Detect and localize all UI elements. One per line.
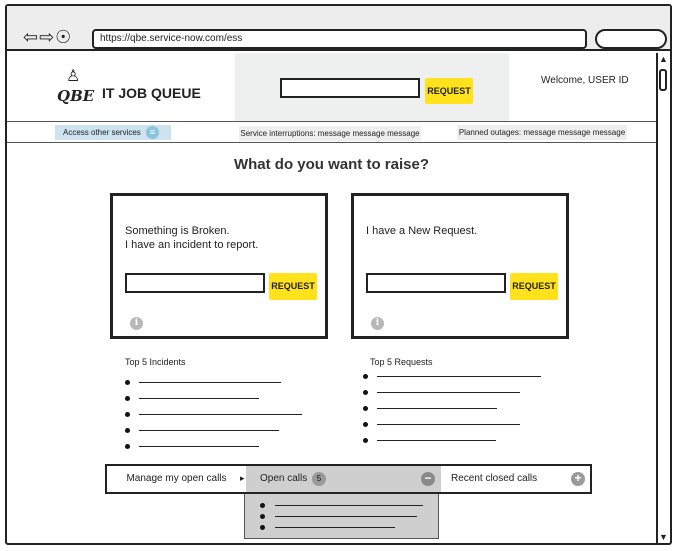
- browser-chrome: [7, 6, 670, 51]
- vertical-scrollbar[interactable]: [656, 53, 668, 543]
- address-bar[interactable]: https://qbe.service-now.com/ess: [92, 29, 587, 49]
- welcome-text: Welcome, USER ID: [541, 75, 629, 86]
- info-icon[interactable]: i: [130, 317, 143, 330]
- header-search-area: [235, 53, 509, 121]
- bullet-icon: [125, 444, 130, 449]
- new-request-card-text: [366, 224, 477, 238]
- menu-icon: ≡: [146, 126, 159, 139]
- top5-incidents-list: [125, 377, 325, 457]
- placeholder-line: [139, 430, 279, 431]
- header-request-button[interactable]: REQUEST: [425, 78, 473, 104]
- header-search-input[interactable]: [280, 78, 420, 98]
- site-header: [7, 53, 656, 121]
- tab-arrow-icon: ▸: [240, 473, 245, 483]
- bullet-icon: [260, 514, 265, 519]
- open-calls-panel: [244, 494, 439, 539]
- page-heading: What do you want to raise?: [233, 156, 429, 173]
- placeholder-line: [275, 505, 423, 506]
- bullet-icon: [363, 374, 368, 379]
- open-calls-count-badge: 5: [312, 472, 326, 486]
- bullet-icon: [363, 438, 368, 443]
- access-label: Access other services: [63, 128, 141, 137]
- list-item[interactable]: [125, 425, 325, 441]
- scroll-down-arrow-icon[interactable]: ▼: [659, 532, 668, 542]
- placeholder-line: [377, 440, 496, 441]
- placeholder-line: [377, 408, 497, 409]
- top5-requests-title: Top 5 Requests: [370, 357, 433, 367]
- incident-card-line1: Something is Broken.: [125, 225, 230, 237]
- tab-open-calls[interactable]: [246, 466, 441, 492]
- planned-outages-message: Planned outages: message message message: [457, 125, 627, 140]
- bullet-icon: [125, 428, 130, 433]
- expand-plus-icon[interactable]: +: [571, 472, 585, 486]
- top5-requests-list: [363, 371, 563, 451]
- logo-text: QBE: [57, 87, 95, 105]
- open-calls-list: [260, 500, 430, 533]
- list-item[interactable]: [363, 419, 563, 435]
- bullet-icon: [125, 412, 130, 417]
- incident-card-text: [125, 224, 258, 252]
- placeholder-line: [139, 398, 259, 399]
- placeholder-line: [275, 516, 417, 517]
- tab-recent-closed-calls[interactable]: [441, 466, 590, 492]
- new-request-input[interactable]: [366, 273, 506, 293]
- list-item[interactable]: [125, 441, 325, 457]
- service-bar: [7, 121, 656, 143]
- qbe-logo[interactable]: [55, 68, 95, 109]
- scroll-thumb[interactable]: [659, 69, 667, 91]
- placeholder-line: [377, 424, 520, 425]
- incident-card: [110, 193, 328, 339]
- placeholder-line: [275, 527, 395, 528]
- browser-window: [5, 4, 672, 545]
- top5-incidents-title: Top 5 Incidents: [125, 357, 186, 367]
- list-item[interactable]: [363, 435, 563, 451]
- incident-request-button[interactable]: REQUEST: [269, 273, 317, 300]
- new-request-card-line1: I have a New Request.: [366, 225, 478, 237]
- list-item[interactable]: [125, 393, 325, 409]
- bullet-icon: [363, 390, 368, 395]
- calls-tabs-bar: [105, 464, 592, 494]
- bullet-icon: [125, 380, 130, 385]
- tab-recent-closed-label: Recent closed calls: [451, 473, 538, 484]
- browser-search-box[interactable]: [595, 29, 667, 49]
- incident-input[interactable]: [125, 273, 265, 293]
- tab-open-calls-label: Open calls: [260, 473, 308, 484]
- placeholder-line: [139, 382, 281, 383]
- bullet-icon: [260, 503, 265, 508]
- collapse-minus-icon[interactable]: −: [421, 472, 435, 486]
- list-item[interactable]: [125, 377, 325, 393]
- new-request-card: [351, 193, 569, 339]
- info-icon[interactable]: i: [371, 317, 384, 330]
- placeholder-line: [139, 446, 259, 447]
- tab-manage-open-calls[interactable]: Manage my open calls: [126, 473, 227, 484]
- app-title: IT JOB QUEUE: [102, 85, 201, 101]
- placeholder-line: [139, 414, 302, 415]
- new-request-button[interactable]: REQUEST: [510, 273, 558, 300]
- list-item[interactable]: [363, 403, 563, 419]
- list-item[interactable]: [125, 409, 325, 425]
- scroll-up-arrow-icon[interactable]: ▲: [659, 54, 668, 64]
- bell-icon: ♙: [66, 68, 81, 85]
- incident-card-line2: I have an incident to report.: [125, 239, 259, 251]
- list-item[interactable]: [260, 500, 430, 511]
- bullet-icon: [363, 422, 368, 427]
- back-forward-refresh-icons[interactable]: ⇦⇨☉: [23, 27, 73, 47]
- list-item[interactable]: [260, 511, 430, 522]
- bullet-icon: [125, 396, 130, 401]
- placeholder-line: [377, 392, 520, 393]
- bullet-icon: [260, 525, 265, 530]
- list-item[interactable]: [363, 371, 563, 387]
- list-item[interactable]: [260, 522, 430, 533]
- placeholder-line: [377, 376, 541, 377]
- bullet-icon: [363, 406, 368, 411]
- service-interruptions-message: Service interruptions: message message message: [239, 126, 421, 141]
- list-item[interactable]: [363, 387, 563, 403]
- access-other-services-button[interactable]: [55, 125, 171, 140]
